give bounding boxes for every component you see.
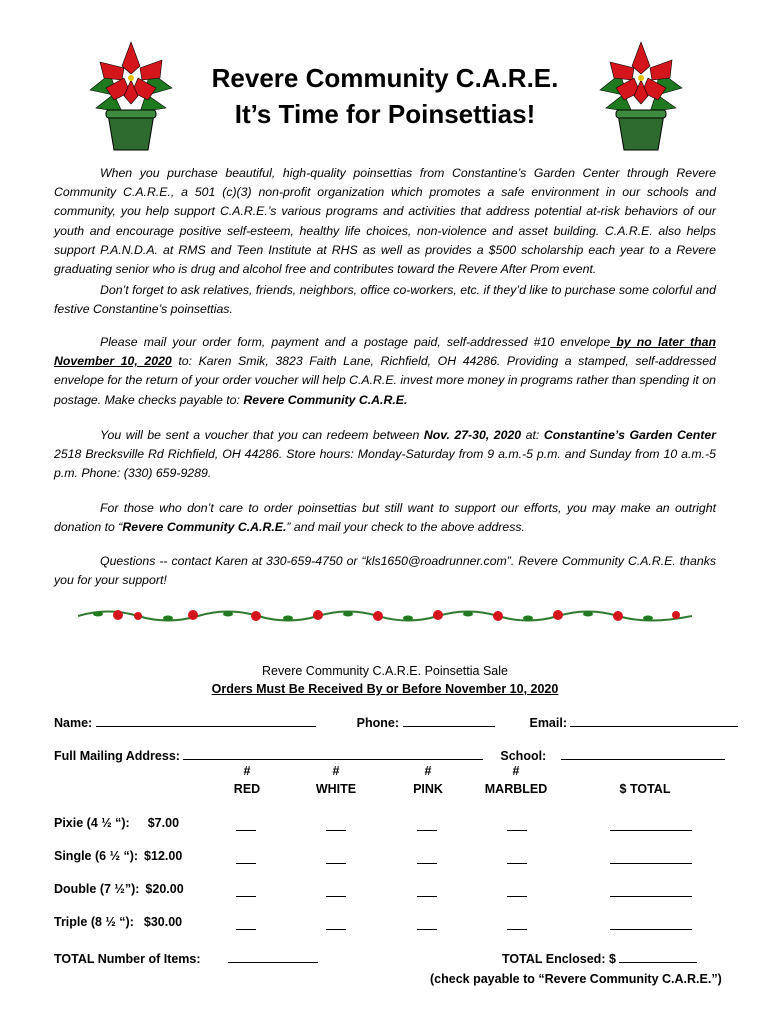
voucher-paragraph: You will be sent a voucher that you can redeem between Nov. 27-30, 2020 at: Constantine’s Garden Center 2518 Brecksville Rd Richfield, OH 44286. Store hours: Monday-Saturday from 9 a.m.-5 p.m. and Sunday from 10 a.m.-5 p.m. Phone: (330) 659-9289. — [54, 428, 716, 481]
email-label: Email: — [529, 716, 567, 730]
row-triple: Triple (8 ½ “): $30.00 — [54, 915, 183, 929]
qty-double-pink[interactable] — [417, 884, 437, 897]
total-items-field[interactable] — [228, 950, 318, 963]
total-enclosed-field[interactable] — [619, 950, 697, 963]
phone-label: Phone: — [356, 716, 400, 730]
check-note: (check payable to “Revere Community C.A.R.E.”) — [430, 972, 722, 986]
questions-paragraph: Questions -- contact Karen at 330-659-4750 or “kls1650@roadrunner.com”. Revere Community C.A.R.E. thanks you for your support! — [54, 554, 716, 588]
qty-single-white[interactable] — [326, 851, 346, 864]
address-field[interactable] — [183, 747, 483, 760]
total-items-row — [54, 950, 318, 966]
title-line-1: Revere Community C.A.R.E. — [211, 63, 559, 93]
total-enclosed-row — [502, 950, 697, 966]
qty-triple-marbled[interactable] — [507, 917, 527, 930]
name-label: Name: — [54, 716, 93, 730]
qty-triple-red[interactable] — [236, 917, 256, 930]
mail-instructions-paragraph: Please mail your order form, payment and a postage paid, self-addressed #10 envelope by no later than November 10, 2020 to: Karen Smik, 3823 Faith Lane, Richfield, OH 44286. Providing a stamped, self-addressed envelope for the return of your order voucher will help C.A.R.E. invest more money in programs rather than spending it on postage. Make checks payable to: Revere Community C.A.R.E. — [54, 335, 716, 407]
title-line-2: It’s Time for Poinsettias! — [234, 99, 536, 129]
school-field[interactable] — [561, 747, 725, 760]
col-total: $ TOTAL — [619, 782, 671, 796]
form-deadline: Orders Must Be Received By or Before November 10, 2020 — [211, 682, 559, 696]
total-items-label: TOTAL Number of Items: — [54, 952, 201, 966]
name-field[interactable] — [96, 714, 316, 727]
total-triple[interactable] — [610, 917, 692, 930]
phone-field[interactable] — [403, 714, 495, 727]
email-field[interactable] — [570, 714, 738, 727]
qty-pixie-white[interactable] — [326, 818, 346, 831]
total-single[interactable] — [610, 851, 692, 864]
store-name: Constantine’s Garden Center — [543, 428, 716, 442]
total-double[interactable] — [610, 884, 692, 897]
qty-double-red[interactable] — [236, 884, 256, 897]
qty-single-red[interactable] — [236, 851, 256, 864]
col-white: # WHITE — [315, 764, 357, 796]
qty-pixie-marbled[interactable] — [507, 818, 527, 831]
row-single: Single (6 ½ “): $12.00 — [54, 849, 183, 863]
col-pink: # PINK — [413, 764, 443, 796]
qty-pixie-pink[interactable] — [417, 818, 437, 831]
poinsettia-garland-divider — [78, 603, 692, 629]
address-row — [54, 747, 725, 763]
intro-paragraph: When you purchase beautiful, high-quality poinsettias from Constantine’s Garden Center through Revere Community C.A.R.E., a 501 (c)(3) non-profit organization which promotes a safe environment in our schools and community, you help support C.A.R.E.’s various programs and activities that address potential at-risk behaviors of our youth and encourage positive self-esteem, healthy life choices, non-violence and asset building. C.A.R.E. also helps support P.A.N.D.A. at RMS and Teen Institute at RHS as well as provides a $500 scholarship each year to a Revere graduating senior who is drug and alcohol free and contributes toward the Revere After Prom event. — [54, 166, 716, 277]
col-red: # RED — [233, 764, 261, 796]
row-pixie: Pixie (4 ½ “): $7.00 — [54, 816, 180, 830]
col-marbled: # MARBLED — [484, 764, 548, 796]
total-pixie[interactable] — [610, 818, 692, 831]
school-label: School: — [500, 749, 547, 763]
payee-name: Revere Community C.A.R.E. — [243, 392, 408, 407]
row-double: Double (7 ½”): $20.00 — [54, 882, 184, 896]
deadline-text: by no later than November 10, 2020 — [54, 335, 716, 369]
qty-triple-pink[interactable] — [417, 917, 437, 930]
qty-triple-white[interactable] — [326, 917, 346, 930]
reminder-paragraph: Don’t forget to ask relatives, friends, neighbors, office co-workers, etc. if they’d like to purchase some colorful and festive Constantine’s poinsettias. — [54, 283, 716, 317]
qty-single-pink[interactable] — [417, 851, 437, 864]
address-label: Full Mailing Address: — [54, 749, 180, 763]
qty-single-marbled[interactable] — [507, 851, 527, 864]
qty-pixie-red[interactable] — [236, 818, 256, 831]
qty-double-marbled[interactable] — [507, 884, 527, 897]
qty-double-white[interactable] — [326, 884, 346, 897]
donation-payee: Revere Community C.A.R.E. — [122, 520, 287, 535]
redeem-dates: Nov. 27-30, 2020 — [423, 428, 522, 442]
donation-paragraph: For those who don’t care to order poinsettias but still want to support our efforts, you may make an outright donation to “Revere Community C.A.R.E.” and mail your check to the above address. — [54, 501, 716, 535]
total-enclosed-label: TOTAL Enclosed: $ — [502, 952, 616, 966]
page-title — [0, 60, 770, 132]
form-heading: Revere Community C.A.R.E. Poinsettia Sale — [262, 664, 508, 678]
name-row — [54, 714, 738, 730]
